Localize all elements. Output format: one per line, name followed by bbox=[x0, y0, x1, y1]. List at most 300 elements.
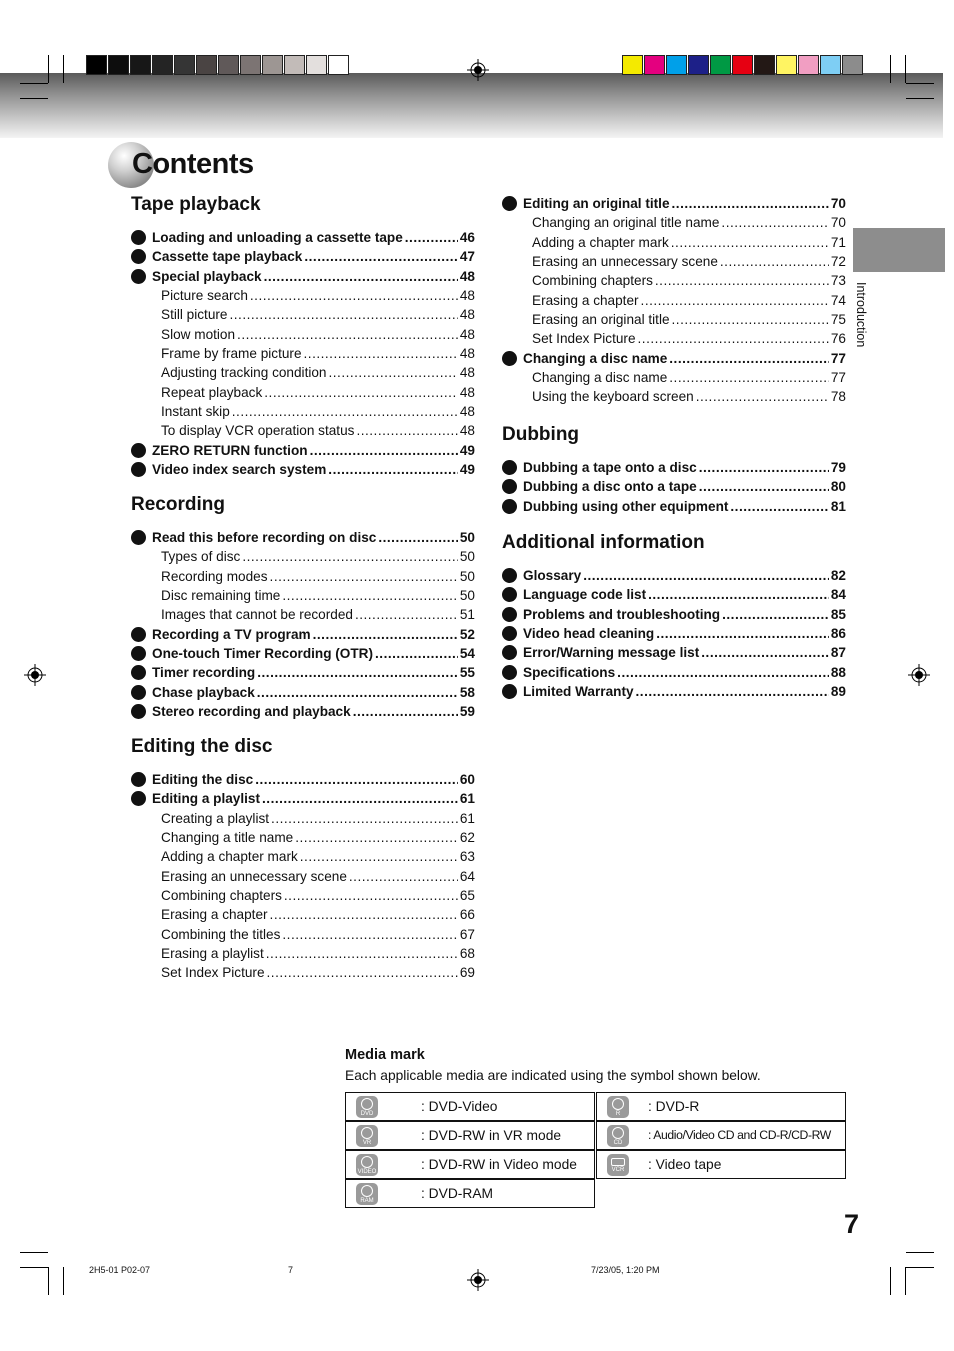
toc-entry[interactable] bbox=[131, 528, 475, 547]
color-swatch bbox=[328, 55, 349, 75]
dot-leader bbox=[328, 460, 458, 479]
dot-leader bbox=[699, 458, 829, 477]
media-mark-cell bbox=[596, 1092, 846, 1121]
section-heading: Dubbing bbox=[502, 424, 580, 445]
toc-page-number: 48 bbox=[459, 384, 475, 400]
toc-page-number: 61 bbox=[459, 810, 475, 826]
dot-leader bbox=[356, 421, 457, 440]
crop-mark bbox=[906, 1252, 934, 1253]
dot-leader bbox=[257, 683, 458, 702]
dot-leader bbox=[267, 963, 458, 982]
toc-entry-label: ZERO RETURN function bbox=[152, 442, 308, 458]
crop-mark bbox=[905, 1267, 906, 1295]
toc-entry-label: Slow motion bbox=[161, 326, 236, 342]
toc-subentry[interactable] bbox=[502, 329, 846, 348]
toc-entry[interactable] bbox=[131, 789, 475, 808]
toc-page-number: 77 bbox=[830, 370, 846, 386]
registration-mark-icon bbox=[24, 664, 46, 686]
toc-entry-label: Special playback bbox=[152, 268, 262, 284]
toc-entry-label: Glossary bbox=[523, 568, 582, 583]
toc-entry-label: Repeat playback bbox=[161, 384, 263, 400]
dot-leader bbox=[671, 233, 829, 252]
toc-entry[interactable] bbox=[502, 585, 846, 604]
toc-subentry[interactable] bbox=[502, 387, 846, 406]
footer-file-id: 2H5-01 P02-07 bbox=[89, 1265, 151, 1275]
media-mark-cell bbox=[345, 1092, 595, 1121]
color-swatch bbox=[130, 55, 151, 75]
toc-page-number: 54 bbox=[459, 646, 475, 662]
toc-entry[interactable] bbox=[502, 477, 846, 496]
color-swatch bbox=[86, 55, 107, 75]
crop-mark bbox=[905, 55, 906, 83]
toc-page-number: 82 bbox=[830, 568, 846, 583]
toc-page-number: 73 bbox=[830, 273, 846, 289]
chapter-tab bbox=[853, 228, 945, 272]
toc-subentry[interactable] bbox=[131, 286, 475, 305]
toc-subentry[interactable] bbox=[131, 363, 475, 382]
toc-page-number: 65 bbox=[459, 888, 475, 904]
toc-page-number: 76 bbox=[830, 331, 846, 347]
dot-leader bbox=[672, 310, 829, 329]
toc-page-number: 60 bbox=[459, 772, 475, 787]
toc-subentry[interactable] bbox=[131, 383, 475, 402]
toc-page-number: 55 bbox=[459, 665, 475, 681]
dot-leader bbox=[349, 867, 458, 886]
toc-entry-label: To display VCR operation status bbox=[161, 423, 355, 439]
dot-leader bbox=[730, 497, 828, 516]
toc-entry-label: Changing an original title name bbox=[532, 215, 720, 231]
media-mark-cell bbox=[596, 1150, 846, 1179]
toc-page-number: 50 bbox=[459, 588, 475, 604]
toc-entry[interactable] bbox=[502, 497, 846, 516]
media-mark-label: : DVD-RW in VR mode bbox=[421, 1128, 562, 1143]
dot-leader bbox=[721, 213, 828, 232]
toc-entry-label: Changing a disc name bbox=[532, 370, 668, 386]
toc-list bbox=[131, 770, 475, 983]
color-swatch bbox=[842, 55, 863, 75]
toc-subentry[interactable] bbox=[131, 925, 475, 944]
registration-mark-icon bbox=[467, 59, 489, 81]
toc-entry-label: Editing an original title bbox=[523, 196, 670, 211]
chapter-tab-label: Introduction bbox=[854, 282, 868, 348]
toc-subentry[interactable] bbox=[131, 421, 475, 440]
toc-entry-label: Recording a TV program bbox=[152, 626, 311, 642]
toc-page-number: 66 bbox=[459, 907, 475, 923]
dot-leader bbox=[669, 349, 829, 368]
toc-subentry[interactable] bbox=[131, 944, 475, 963]
toc-entry-label: Erasing an unnecessary scene bbox=[532, 254, 718, 270]
toc-entry-label: Editing the disc bbox=[152, 772, 254, 787]
toc-page-number: 74 bbox=[830, 292, 846, 308]
dot-leader bbox=[304, 344, 458, 363]
process-color-bar bbox=[622, 55, 864, 75]
toc-entry[interactable] bbox=[502, 349, 846, 368]
toc-subentry[interactable] bbox=[131, 402, 475, 421]
toc-page-number: 63 bbox=[459, 849, 475, 865]
toc-subentry[interactable] bbox=[502, 213, 846, 232]
toc-entry[interactable] bbox=[131, 702, 475, 721]
toc-section bbox=[131, 494, 475, 721]
toc-page-number: 85 bbox=[830, 606, 846, 622]
crop-mark bbox=[48, 55, 49, 83]
toc-entry-label: Dubbing a disc onto a tape bbox=[523, 479, 697, 495]
crop-mark bbox=[20, 98, 48, 99]
toc-entry-label: Using the keyboard screen bbox=[532, 389, 694, 405]
toc-section bbox=[131, 194, 475, 479]
toc-subentry[interactable] bbox=[502, 291, 846, 310]
dot-leader bbox=[304, 247, 458, 266]
toc-page-number: 77 bbox=[830, 350, 846, 366]
toc-entry[interactable] bbox=[131, 228, 475, 247]
toc-entry[interactable] bbox=[131, 644, 475, 663]
toc-entry[interactable] bbox=[502, 624, 846, 643]
dot-leader bbox=[250, 286, 458, 305]
color-swatch bbox=[284, 55, 305, 75]
toc-page-number: 69 bbox=[459, 965, 475, 981]
toc-entry[interactable] bbox=[502, 643, 846, 662]
crop-mark bbox=[906, 1267, 934, 1268]
color-swatch bbox=[262, 55, 283, 75]
toc-subentry[interactable] bbox=[131, 547, 475, 566]
toc-entry[interactable] bbox=[131, 663, 475, 682]
dot-leader bbox=[638, 329, 829, 348]
media-mark-label: : Audio/Video CD and CD-R/CD-RW bbox=[648, 1128, 831, 1142]
toc-entry-label: Creating a playlist bbox=[161, 810, 270, 826]
dot-leader bbox=[636, 682, 829, 701]
media-mark-cell bbox=[345, 1179, 595, 1208]
dot-leader bbox=[310, 441, 458, 460]
dot-leader bbox=[672, 194, 829, 213]
toc-subentry[interactable] bbox=[131, 886, 475, 905]
crop-mark bbox=[890, 1267, 891, 1295]
toc-page-number: 86 bbox=[830, 626, 846, 642]
toc-entry-label: One-touch Timer Recording (OTR) bbox=[152, 646, 374, 662]
crop-mark bbox=[63, 1267, 64, 1295]
dot-leader bbox=[378, 528, 458, 547]
dot-leader bbox=[722, 605, 829, 624]
toc-page-number: 87 bbox=[830, 645, 846, 661]
toc-entry-label: Loading and unloading a cassette tape bbox=[152, 230, 403, 245]
media-mark-cell bbox=[596, 1121, 846, 1150]
toc-page-number: 48 bbox=[459, 288, 475, 304]
color-swatch bbox=[196, 55, 217, 75]
toc-subentry[interactable] bbox=[131, 325, 475, 344]
toc-subentry[interactable] bbox=[502, 252, 846, 271]
toc-entry-label: Erasing a chapter bbox=[161, 907, 268, 923]
media-mark-label: : DVD-RAM bbox=[421, 1186, 494, 1201]
toc-subentry[interactable] bbox=[502, 310, 846, 329]
toc-subentry[interactable] bbox=[131, 905, 475, 924]
toc-entry[interactable] bbox=[131, 683, 475, 702]
toc-subentry[interactable] bbox=[131, 567, 475, 586]
header-gradient-band bbox=[0, 73, 943, 138]
dot-leader bbox=[617, 663, 829, 682]
color-swatch bbox=[108, 55, 129, 75]
crop-mark bbox=[906, 83, 934, 84]
toc-entry[interactable] bbox=[131, 267, 475, 286]
toc-entry-label: Combining chapters bbox=[161, 888, 282, 904]
toc-entry-label: Disc remaining time bbox=[161, 588, 281, 604]
toc-section bbox=[502, 424, 846, 516]
color-swatch bbox=[240, 55, 261, 75]
disc-media-icon: CD bbox=[607, 1125, 629, 1147]
toc-entry-label: Stereo recording and playback bbox=[152, 704, 351, 720]
disc-media-icon: DVD bbox=[356, 1096, 378, 1118]
media-mark-description: Each applicable media are indicated using the symbol shown below. bbox=[345, 1068, 761, 1083]
dot-leader bbox=[405, 228, 458, 247]
dot-leader bbox=[255, 770, 458, 789]
toc-entry[interactable] bbox=[131, 247, 475, 266]
toc-entry[interactable] bbox=[502, 663, 846, 682]
crop-mark bbox=[890, 55, 891, 83]
toc-list bbox=[502, 566, 846, 701]
dot-leader bbox=[270, 905, 458, 924]
dot-leader bbox=[648, 585, 829, 604]
media-mark-cell bbox=[345, 1121, 595, 1150]
toc-list bbox=[131, 228, 475, 479]
toc-entry-label: Erasing an unnecessary scene bbox=[161, 868, 347, 884]
toc-entry-label: Timer recording bbox=[152, 665, 256, 681]
toc-page-number: 49 bbox=[459, 442, 475, 458]
toc-page-number: 58 bbox=[459, 684, 475, 700]
color-swatch bbox=[710, 55, 731, 75]
toc-list bbox=[502, 458, 846, 516]
toc-page-number: 50 bbox=[459, 568, 475, 584]
toc-entry-label: Combining the titles bbox=[161, 926, 281, 942]
dot-leader bbox=[229, 305, 457, 324]
disc-media-icon: RAM bbox=[356, 1183, 378, 1205]
toc-entry-label: Set Index Picture bbox=[532, 331, 636, 347]
toc-entry-label: Changing a disc name bbox=[523, 350, 668, 366]
dot-leader bbox=[329, 363, 458, 382]
dot-leader bbox=[262, 789, 458, 808]
toc-entry-label: Problems and troubleshooting bbox=[523, 606, 721, 622]
section-heading: Additional information bbox=[502, 532, 705, 553]
toc-entry[interactable] bbox=[502, 194, 846, 213]
footer-page: 7 bbox=[288, 1265, 294, 1275]
toc-list bbox=[502, 194, 846, 407]
dot-leader bbox=[701, 643, 829, 662]
media-mark-label: : DVD-Video bbox=[421, 1099, 498, 1114]
toc-page-number: 48 bbox=[459, 404, 475, 420]
toc-page-number: 68 bbox=[459, 946, 475, 962]
toc-subentry[interactable] bbox=[131, 963, 475, 982]
dot-leader bbox=[264, 267, 458, 286]
toc-entry[interactable] bbox=[131, 441, 475, 460]
toc-page-number: 72 bbox=[830, 254, 846, 270]
dot-leader bbox=[300, 847, 458, 866]
page-title-text: Contents bbox=[132, 148, 254, 180]
toc-entry-label: Dubbing a tape onto a disc bbox=[523, 460, 697, 475]
dot-leader bbox=[696, 387, 829, 406]
toc-subentry[interactable] bbox=[131, 605, 475, 624]
toc-page-number: 84 bbox=[830, 587, 846, 603]
color-swatch bbox=[732, 55, 753, 75]
toc-section bbox=[502, 532, 846, 701]
toc-page-number: 81 bbox=[830, 498, 846, 514]
dot-leader bbox=[295, 828, 458, 847]
crop-mark bbox=[20, 1267, 48, 1268]
toc-entry-label: Read this before recording on disc bbox=[152, 530, 377, 545]
toc-page-number: 70 bbox=[830, 196, 846, 211]
toc-entry[interactable] bbox=[502, 458, 846, 477]
toc-subentry[interactable] bbox=[502, 368, 846, 387]
dot-leader bbox=[257, 663, 458, 682]
section-heading: Editing the disc bbox=[131, 736, 273, 757]
section-heading: Recording bbox=[131, 494, 225, 515]
toc-entry-label: Adjusting tracking condition bbox=[161, 365, 327, 381]
toc-entry-label: Editing a playlist bbox=[152, 791, 261, 807]
crop-mark bbox=[20, 83, 48, 84]
crop-mark bbox=[63, 55, 64, 83]
toc-entry-label: Types of disc bbox=[161, 549, 241, 565]
toc-entry-label: Adding a chapter mark bbox=[532, 234, 669, 250]
toc-entry[interactable] bbox=[502, 605, 846, 624]
toc-entry[interactable] bbox=[131, 770, 475, 789]
crop-mark bbox=[20, 1252, 48, 1253]
toc-subentry[interactable] bbox=[131, 305, 475, 324]
dot-leader bbox=[282, 586, 458, 605]
media-mark-label: : DVD-R bbox=[648, 1099, 700, 1114]
toc-entry-label: Cassette tape playback bbox=[152, 249, 303, 265]
dot-leader bbox=[720, 252, 829, 271]
toc-page-number: 59 bbox=[459, 704, 475, 720]
toc-page-number: 52 bbox=[459, 626, 475, 642]
toc-entry-label: Erasing an original title bbox=[532, 312, 670, 328]
toc-entry-label: Combining chapters bbox=[532, 273, 653, 289]
color-swatch bbox=[798, 55, 819, 75]
toc-page-number: 89 bbox=[830, 684, 846, 700]
toc-page-number: 49 bbox=[459, 462, 475, 478]
dot-leader bbox=[282, 925, 457, 944]
toc-entry-label: Language code list bbox=[523, 587, 647, 603]
toc-entry-label: Erasing a chapter bbox=[532, 292, 639, 308]
toc-entry-label: Instant skip bbox=[161, 404, 230, 420]
toc-entry-label: Erasing a playlist bbox=[161, 946, 264, 962]
toc-subentry[interactable] bbox=[131, 867, 475, 886]
dot-leader bbox=[669, 368, 829, 387]
section-heading: Tape playback bbox=[131, 194, 261, 215]
video-tape-media-icon: VCR bbox=[607, 1154, 629, 1176]
dot-leader bbox=[264, 383, 458, 402]
toc-subentry[interactable] bbox=[131, 828, 475, 847]
toc-list bbox=[131, 528, 475, 721]
color-swatch bbox=[644, 55, 665, 75]
toc-entry-label: Error/Warning message list bbox=[523, 645, 700, 661]
dot-leader bbox=[583, 566, 829, 585]
toc-entry-label: Frame by frame picture bbox=[161, 346, 302, 362]
color-swatch bbox=[152, 55, 173, 75]
toc-page-number: 48 bbox=[459, 268, 475, 284]
toc-subentry[interactable] bbox=[131, 344, 475, 363]
toc-section bbox=[131, 736, 475, 983]
toc-page-number: 67 bbox=[459, 926, 475, 942]
toc-page-number: 50 bbox=[459, 530, 475, 545]
color-swatch bbox=[622, 55, 643, 75]
crop-mark bbox=[906, 98, 934, 99]
toc-page-number: 70 bbox=[830, 215, 846, 231]
footer-timestamp: 7/23/05, 1:20 PM bbox=[591, 1265, 660, 1275]
toc-entry[interactable] bbox=[502, 566, 846, 585]
toc-entry-label: Video index search system bbox=[152, 462, 327, 478]
toc-section bbox=[502, 194, 846, 407]
toc-page-number: 48 bbox=[459, 423, 475, 439]
toc-page-number: 48 bbox=[459, 307, 475, 323]
toc-page-number: 75 bbox=[830, 312, 846, 328]
toc-page-number: 88 bbox=[830, 664, 846, 680]
color-swatch bbox=[306, 55, 327, 75]
dot-leader bbox=[313, 625, 458, 644]
toc-entry[interactable] bbox=[131, 460, 475, 479]
toc-page-number: 47 bbox=[459, 249, 475, 265]
dot-leader bbox=[353, 702, 458, 721]
page-number: 7 bbox=[844, 1209, 860, 1239]
dot-leader bbox=[237, 325, 458, 344]
dot-leader bbox=[375, 644, 458, 663]
toc-entry-label: Dubbing using other equipment bbox=[523, 498, 729, 514]
toc-entry-label: Chase playback bbox=[152, 684, 255, 700]
color-swatch bbox=[754, 55, 775, 75]
toc-page-number: 48 bbox=[459, 326, 475, 342]
toc-entry-label: Changing a title name bbox=[161, 830, 294, 846]
dot-leader bbox=[656, 624, 829, 643]
color-swatch bbox=[688, 55, 709, 75]
toc-page-number: 50 bbox=[459, 549, 475, 565]
dot-leader bbox=[270, 567, 458, 586]
toc-page-number: 79 bbox=[830, 460, 846, 475]
registration-mark-icon bbox=[467, 1269, 489, 1291]
toc-entry-label: Images that cannot be recorded bbox=[161, 607, 353, 623]
toc-page-number: 61 bbox=[459, 791, 475, 807]
registration-mark-icon bbox=[908, 664, 930, 686]
color-swatch bbox=[666, 55, 687, 75]
grayscale-color-bar bbox=[86, 55, 350, 75]
color-swatch bbox=[776, 55, 797, 75]
toc-page-number: 78 bbox=[830, 389, 846, 405]
color-swatch bbox=[820, 55, 841, 75]
dot-leader bbox=[355, 605, 458, 624]
dot-leader bbox=[655, 271, 829, 290]
toc-subentry[interactable] bbox=[131, 809, 475, 828]
toc-page-number: 51 bbox=[459, 607, 475, 623]
toc-page-number: 48 bbox=[459, 365, 475, 381]
dot-leader bbox=[699, 477, 829, 496]
toc-entry[interactable] bbox=[502, 682, 846, 701]
toc-subentry[interactable] bbox=[502, 271, 846, 290]
toc-entry[interactable] bbox=[131, 625, 475, 644]
toc-entry-label: Set Index Picture bbox=[161, 965, 265, 981]
toc-subentry[interactable] bbox=[502, 233, 846, 252]
media-mark-title: Media mark bbox=[345, 1047, 425, 1063]
toc-entry-label: Limited Warranty bbox=[523, 684, 634, 700]
toc-entry-label: Still picture bbox=[161, 307, 228, 323]
media-mark-label: : Video tape bbox=[648, 1157, 722, 1172]
disc-media-icon: VIDEO bbox=[356, 1154, 378, 1176]
disc-media-icon: R bbox=[607, 1096, 629, 1118]
disc-media-icon: VR bbox=[356, 1125, 378, 1147]
toc-subentry[interactable] bbox=[131, 847, 475, 866]
toc-page-number: 71 bbox=[830, 234, 846, 250]
media-mark-cell bbox=[345, 1150, 595, 1179]
dot-leader bbox=[232, 402, 458, 421]
toc-entry-label: Recording modes bbox=[161, 568, 268, 584]
toc-entry-label: Video head cleaning bbox=[523, 626, 655, 642]
toc-page-number: 62 bbox=[459, 830, 475, 846]
toc-subentry[interactable] bbox=[131, 586, 475, 605]
dot-leader bbox=[641, 291, 829, 310]
dot-leader bbox=[266, 944, 458, 963]
crop-mark bbox=[48, 1267, 49, 1295]
